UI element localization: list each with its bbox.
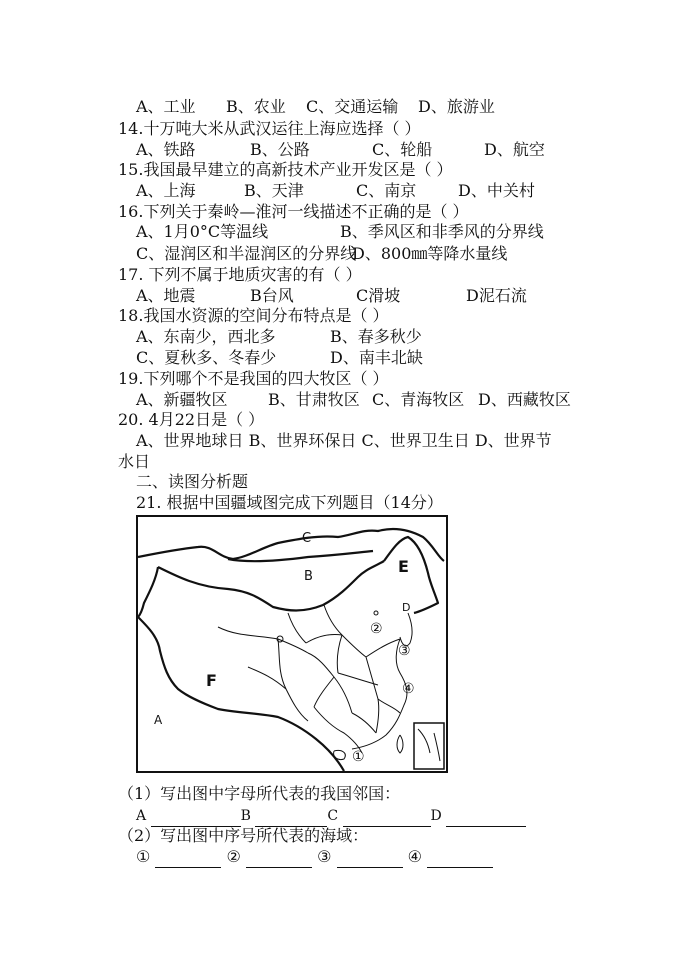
sub2-label-1: ① <box>136 847 151 866</box>
sub1-stem: （1）写出图中字母所代表的我国邻国： <box>118 784 401 803</box>
sub2-blank-4[interactable] <box>427 851 493 868</box>
q15-option-c: C、南京 <box>356 181 417 200</box>
map-label-d: D <box>402 601 411 614</box>
sub1-label-d: D <box>430 808 442 824</box>
q18-option-d: D、南丰北缺 <box>330 348 423 367</box>
q20-continuation: 水日 <box>118 452 151 471</box>
q21-stem: 21. 根据中国疆域图完成下列题目（14分） <box>136 493 443 512</box>
q17-option-c: C滑坡 <box>356 286 401 305</box>
sub2-stem: （2）写出图中序号所代表的海域： <box>118 826 369 845</box>
q17-option-b: B台风 <box>250 286 294 305</box>
q15-option-a: A、上海 <box>136 181 196 200</box>
sub1-label-a: A <box>136 808 147 824</box>
q13-option-a: A、工业 <box>136 97 196 116</box>
sub2-answer-row <box>136 846 493 868</box>
sub1-answer-row <box>136 805 526 827</box>
q16-option-d: D、800㎜等降水量线 <box>352 244 508 263</box>
q16-option-a: A、1月0°C等温线 <box>136 222 269 241</box>
q18-option-c: C、夏秋多、冬春少 <box>136 348 277 367</box>
map-label-e: E <box>398 557 409 576</box>
q19-option-b: B、甘肃牧区 <box>268 390 360 409</box>
map-label-a: A <box>154 713 163 727</box>
sub2-label-2: ② <box>226 847 241 866</box>
q15-option-b: B、天津 <box>244 181 304 200</box>
sub1-label-c: C <box>327 808 339 824</box>
q18-option-b: B、春多秋少 <box>330 327 422 346</box>
q16-option-b: B、季风区和非季风的分界线 <box>340 222 544 241</box>
q17-stem: 17. 下列不属于地质灾害的有（ ） <box>118 265 362 284</box>
q20-options: A、世界地球日 B、世界环保日 C、世界卫生日 D、世界节 <box>136 431 552 450</box>
map-label-c: C <box>302 531 312 546</box>
q14-option-d: D、航空 <box>484 140 545 159</box>
sub1-blank-d[interactable] <box>446 810 526 827</box>
q13-option-b: B、农业 <box>226 97 286 116</box>
q13-option-d: D、旅游业 <box>418 97 495 116</box>
q16-option-c: C、湿润区和半湿润区的分界线 <box>136 244 357 263</box>
q17-option-d: D泥石流 <box>466 286 527 305</box>
sub2-label-3: ③ <box>317 847 332 866</box>
q19-stem: 19.下列哪个不是我国的四大牧区（ ） <box>118 369 389 388</box>
section-heading: 二、读图分析题 <box>136 472 249 491</box>
q13-option-c: C、交通运输 <box>306 97 399 116</box>
q15-stem: 15.我国最早建立的高新技术产业开发区是（ ） <box>118 160 453 179</box>
q20-stem: 20. 4月22日是（ ） <box>118 410 265 429</box>
map-label-sea-4: ④ <box>402 681 415 697</box>
q15-option-d: D、中关村 <box>458 181 535 200</box>
china-map <box>136 515 448 773</box>
map-label-f: F <box>206 671 217 690</box>
sub2-blank-3[interactable] <box>337 851 403 868</box>
map-label-b: B <box>304 569 313 584</box>
map-label-sea-2: ② <box>370 621 383 637</box>
sub2-blank-1[interactable] <box>155 851 221 868</box>
q18-stem: 18.我国水资源的空间分布特点是（ ） <box>118 306 389 325</box>
sub2-label-4: ④ <box>407 847 422 866</box>
q19-option-d: D、西藏牧区 <box>478 390 571 409</box>
q14-option-b: B、公路 <box>250 140 310 159</box>
q14-stem: 14.十万吨大米从武汉运往上海应选择（ ） <box>118 119 421 138</box>
q19-option-a: A、新疆牧区 <box>136 390 228 409</box>
q16-stem: 16.下列关于秦岭—淮河一线描述不正确的是（ ） <box>118 202 469 221</box>
q18-option-a: A、东南少，西北多 <box>136 327 276 346</box>
map-label-sea-1: ① <box>352 749 365 765</box>
q14-option-a: A、铁路 <box>136 140 196 159</box>
q14-option-c: C、轮船 <box>372 140 433 159</box>
sub2-blank-2[interactable] <box>246 851 312 868</box>
sub1-label-b: B <box>240 808 251 824</box>
q19-option-c: C、青海牧区 <box>372 390 465 409</box>
q17-option-a: A、地震 <box>136 286 196 305</box>
map-label-sea-3: ③ <box>398 643 411 659</box>
